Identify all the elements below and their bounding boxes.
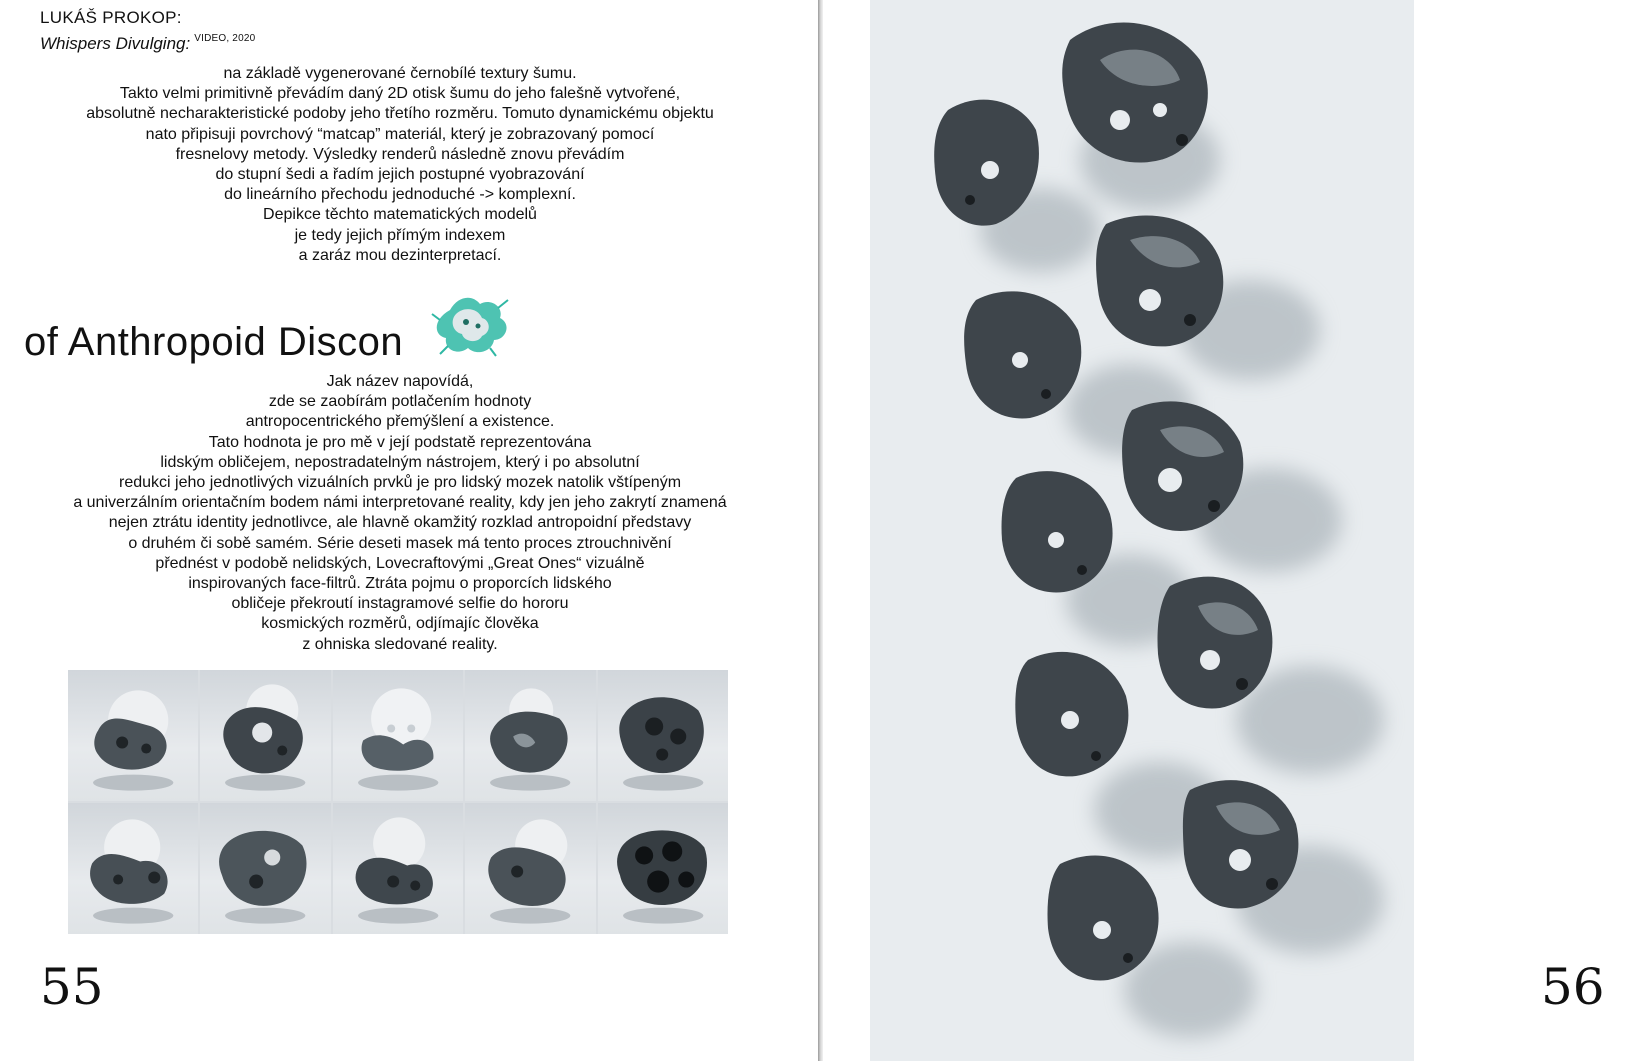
mask-render-illustration bbox=[200, 670, 330, 801]
text-line: absolutně necharakteristické podoby jeho třetího rozměru. Tomuto dynamickému objektu bbox=[86, 105, 714, 123]
text-line: a univerzálním orientačním bodem námi interpretované reality, kdy jen jeho zakrytí znamená bbox=[73, 494, 727, 512]
mask-render-illustration bbox=[598, 803, 728, 934]
left-page bbox=[0, 0, 818, 1061]
text-line: nato připisuji povrchový “matcap” materiál, který je zobrazovaný pomocí bbox=[145, 125, 655, 143]
mask-render-illustration bbox=[68, 803, 198, 934]
mask-render-illustration bbox=[200, 803, 330, 934]
mask-render-illustration bbox=[465, 803, 595, 934]
mask-render-image bbox=[598, 803, 728, 934]
text-line: o druhém či sobě samém. Série deseti masek má tento proces ztrouchnivění bbox=[128, 534, 672, 552]
work-tag: VIDEO, 2020 bbox=[194, 33, 256, 44]
author-name: LUKÁŠ PROKOP: bbox=[40, 8, 182, 27]
work-title: Whispers Divulging: bbox=[40, 34, 191, 53]
mask-render-image bbox=[200, 803, 330, 934]
mask-render-image bbox=[333, 670, 463, 801]
mask-render-illustration bbox=[333, 803, 463, 934]
mask-render-image bbox=[68, 670, 198, 801]
text-line: inspirovaných face-filtrů. Ztráta pojmu o proporcích lidského bbox=[188, 575, 612, 593]
text-line: do stupní šedi a řadím jejich postupné vyobrazování bbox=[215, 166, 585, 184]
section-heading: of Anthropoid Discon bbox=[24, 320, 404, 364]
text-line: na základě vygenerované černobílé textury šumu. bbox=[223, 65, 577, 82]
mask-render-illustration bbox=[333, 670, 463, 801]
body-paragraph-2 bbox=[30, 372, 770, 655]
text-line: Tato hodnota je pro mě v její podstatě reprezentována bbox=[208, 433, 592, 451]
text-line: a zaráz mou dezinterpretací. bbox=[298, 246, 502, 264]
mask-render-illustration bbox=[465, 670, 595, 801]
mask-render-illustration bbox=[598, 670, 728, 801]
page-number-left: 55 bbox=[40, 958, 104, 1016]
text-line: Jak název napovídá, bbox=[326, 373, 474, 390]
text-line: nejen ztrátu identity jednotlivce, ale hlavně okamžitý rozklad antropoidní představy bbox=[108, 514, 692, 532]
mask-render-image bbox=[200, 670, 330, 801]
text-line: přednést v podobě nelidských, Lovecraftovými „Great Ones“ vizuálně bbox=[155, 554, 645, 572]
mask-render-image bbox=[598, 670, 728, 801]
text-line: do lineárního přechodu jednoduché -> komplexní. bbox=[224, 186, 576, 204]
text-line: Takto velmi primitivně převádím daný 2D otisk šumu do jeho falešně vytvořené, bbox=[119, 85, 681, 103]
mask-render-grid bbox=[68, 670, 728, 934]
right-page bbox=[823, 0, 1641, 1061]
teal-mask-illustration bbox=[420, 290, 516, 360]
mask-render-image bbox=[333, 803, 463, 934]
mask-render-image bbox=[465, 803, 595, 934]
text-line: je tedy jejich přímým indexem bbox=[294, 226, 506, 244]
body-paragraph-1 bbox=[30, 64, 770, 266]
page-number-right: 56 bbox=[1541, 958, 1605, 1016]
mask-sculpture-illustration bbox=[870, 0, 1414, 1061]
text-line: redukci jeho jednotlivých vizuálních prvků je pro lidský mozek natolik vštípeným bbox=[118, 474, 682, 492]
text-line: kosmických rozměrů, odjímajíc člověka bbox=[261, 615, 539, 633]
text-line: antropocentrického přemýšlení a existence. bbox=[245, 413, 555, 431]
text-line: zde se zaobírám potlačením hodnoty bbox=[268, 393, 532, 411]
text-line: lidským obličejem, nepostradatelným nástrojem, který i po absolutní bbox=[160, 453, 640, 471]
mask-render-illustration bbox=[68, 670, 198, 801]
text-line: obličeje překroutí instagramové selfie do hororu bbox=[231, 595, 569, 613]
work-title-line bbox=[40, 29, 255, 54]
mask-sculpture-artwork bbox=[870, 0, 1414, 1061]
text-line: fresnelovy metody. Výsledky renderů následně znovu převádím bbox=[175, 145, 625, 163]
mask-render-image bbox=[465, 670, 595, 801]
mask-render-image bbox=[68, 803, 198, 934]
text-line: z ohniska sledované reality. bbox=[302, 635, 498, 653]
text-line: Depikce těchto matematických modelů bbox=[263, 206, 537, 224]
